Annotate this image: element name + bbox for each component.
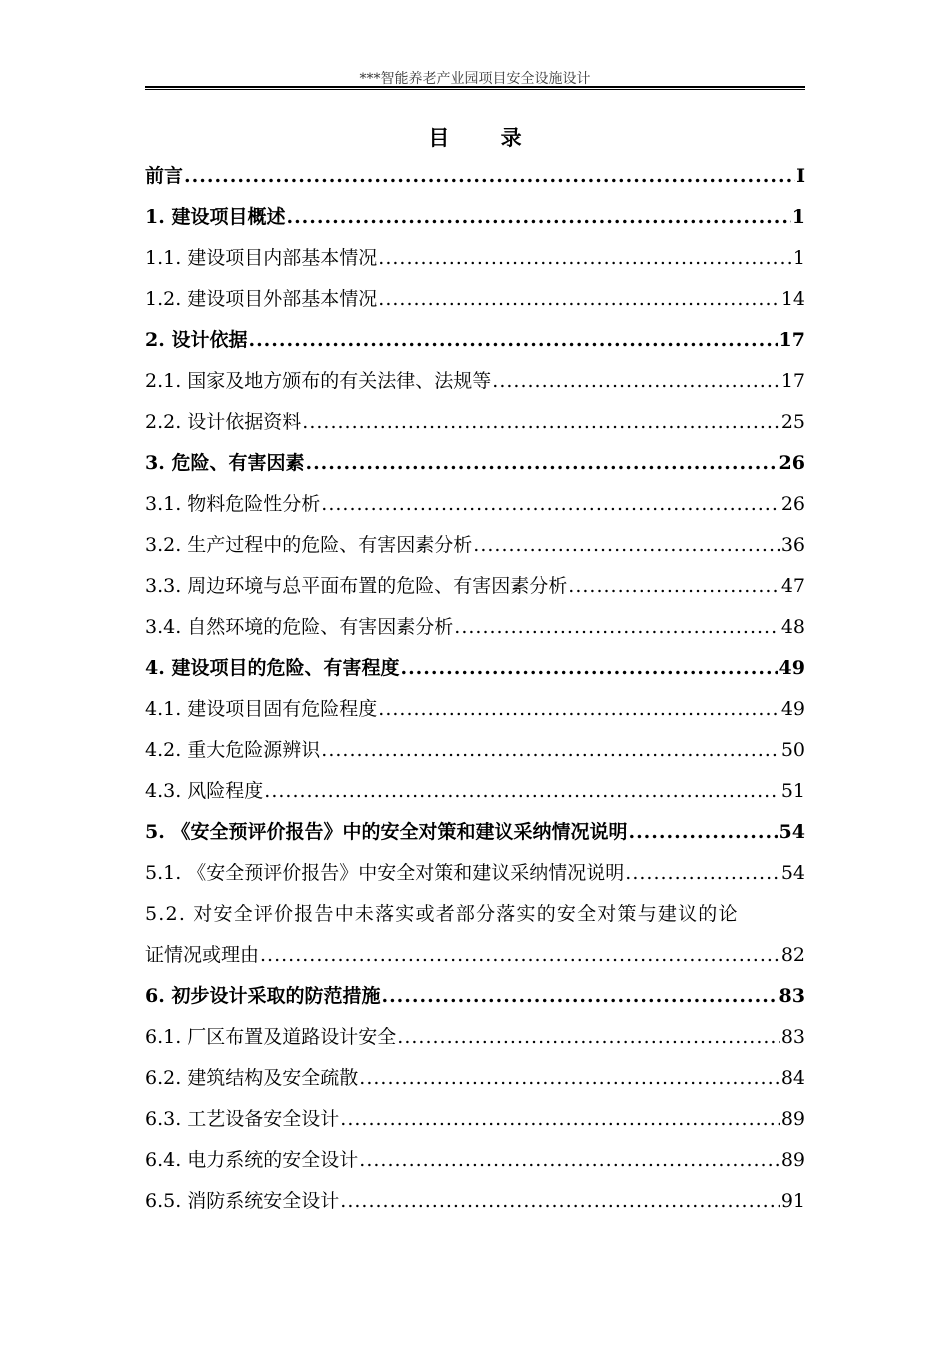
toc-dot-leader [400, 648, 777, 689]
toc-dot-leader [340, 1099, 780, 1140]
toc-entry[interactable] [145, 730, 805, 771]
toc-dot-leader [628, 812, 777, 853]
toc-page-number: 49 [778, 657, 805, 679]
toc-page-number: 54 [778, 821, 805, 843]
toc-entry-label: 6. 初步设计采取的防范措施 [145, 985, 381, 1007]
toc-entry[interactable] [145, 279, 805, 320]
toc-entry-label: 6.1. 厂区布置及道路设计安全 [145, 1026, 397, 1048]
toc-page-number: 25 [780, 411, 805, 433]
toc-entry-label: 1.1. 建设项目内部基本情况 [145, 247, 378, 269]
toc-entry[interactable] [145, 689, 805, 730]
toc-dot-leader [184, 156, 795, 197]
toc-dot-leader [378, 238, 792, 279]
toc-dot-leader [454, 607, 780, 648]
toc-dot-leader [286, 197, 790, 238]
toc-dot-leader [568, 566, 780, 607]
toc-page-number: 36 [780, 534, 805, 556]
header-rule [145, 86, 805, 90]
toc-dot-leader [397, 1017, 780, 1058]
toc-entry-label: 2.1. 国家及地方颁布的有关法律、法规等 [145, 370, 492, 392]
toc-dot-leader [492, 361, 780, 402]
toc-entry[interactable] [145, 525, 805, 566]
toc-page-number: 89 [780, 1108, 805, 1130]
toc-page-number: 17 [780, 370, 805, 392]
toc-entry[interactable] [145, 607, 805, 648]
toc-dot-leader [248, 320, 777, 361]
toc-entry[interactable] [145, 771, 805, 812]
toc-entry-label: 4.2. 重大危险源辨识 [145, 739, 321, 761]
table-of-contents [145, 156, 805, 1222]
toc-page-number: 17 [778, 329, 805, 351]
toc-page-number: 49 [780, 698, 805, 720]
toc-page-number: 84 [780, 1067, 805, 1089]
toc-entry[interactable] [145, 976, 805, 1017]
toc-entry-label: 前言 [145, 165, 184, 187]
toc-dot-leader [359, 1058, 780, 1099]
toc-page-number: 83 [778, 985, 805, 1007]
toc-entry-label: 2. 设计依据 [145, 329, 248, 351]
toc-entry-label: 4.1. 建设项目固有危险程度 [145, 698, 378, 720]
toc-entry-label: 3.4. 自然环境的危险、有害因素分析 [145, 616, 454, 638]
toc-page-number: 26 [780, 493, 805, 515]
toc-page-number: 1 [792, 247, 805, 269]
toc-dot-leader [264, 771, 780, 812]
toc-dot-leader [378, 279, 780, 320]
toc-entry-label: 3.3. 周边环境与总平面布置的危险、有害因素分析 [145, 575, 568, 597]
toc-entry[interactable] [145, 197, 805, 238]
toc-entry-label: 3.1. 物料危险性分析 [145, 493, 321, 515]
toc-page-number: 51 [780, 780, 805, 802]
running-header: ***智能养老产业园项目安全设施设计 [359, 71, 591, 87]
toc-entry[interactable] [145, 402, 805, 443]
toc-page-number: 48 [780, 616, 805, 638]
toc-page-number: 89 [780, 1149, 805, 1171]
toc-dot-leader [305, 443, 777, 484]
toc-entry-label-line1[interactable]: 5.2. 对安全评价报告中未落实或者部分落实的安全对策与建议的论 [145, 903, 739, 925]
toc-entry-label: 6.4. 电力系统的安全设计 [145, 1149, 359, 1171]
toc-entry-label: 6.5. 消防系统安全设计 [145, 1190, 340, 1212]
toc-page-number: 14 [780, 288, 805, 310]
toc-page-number: 91 [780, 1190, 805, 1212]
toc-page-number: 83 [780, 1026, 805, 1048]
toc-entry[interactable] [145, 443, 805, 484]
toc-page-number: 1 [791, 206, 805, 228]
toc-entry[interactable] [145, 1017, 805, 1058]
toc-entry-label: 4.3. 风险程度 [145, 780, 264, 802]
toc-entry[interactable] [145, 238, 805, 279]
toc-page-number: I [796, 165, 805, 187]
toc-page-number: 26 [778, 452, 805, 474]
toc-entry[interactable] [145, 566, 805, 607]
toc-entry-label: 6.3. 工艺设备安全设计 [145, 1108, 340, 1130]
toc-page-number: 50 [780, 739, 805, 761]
toc-entry[interactable] [145, 853, 805, 894]
toc-entry[interactable] [145, 1058, 805, 1099]
toc-entry[interactable] [145, 1140, 805, 1181]
toc-dot-leader [381, 976, 777, 1017]
toc-entry-label: 5.1. 《安全预评价报告》中安全对策和建议采纳情况说明 [145, 862, 625, 884]
toc-entry[interactable] [145, 935, 805, 976]
toc-dot-leader [260, 935, 780, 976]
toc-page-number: 54 [780, 862, 805, 884]
toc-entry-label: 1. 建设项目概述 [145, 206, 286, 228]
toc-entry[interactable] [145, 361, 805, 402]
toc-dot-leader [378, 689, 780, 730]
toc-page-number: 47 [780, 575, 805, 597]
toc-dot-leader [359, 1140, 780, 1181]
toc-entry[interactable] [145, 812, 805, 853]
toc-entry-label: 1.2. 建设项目外部基本情况 [145, 288, 378, 310]
toc-entry-label: 证情况或理由 [145, 944, 260, 966]
toc-entry-label: 4. 建设项目的危险、有害程度 [145, 657, 400, 679]
toc-title: 目 录 [428, 125, 544, 150]
toc-entry[interactable] [145, 1099, 805, 1140]
toc-dot-leader [321, 484, 780, 525]
toc-entry[interactable] [145, 156, 805, 197]
toc-dot-leader [321, 730, 780, 771]
toc-dot-leader [473, 525, 780, 566]
toc-entry[interactable] [145, 1181, 805, 1222]
toc-entry-label: 3. 危险、有害因素 [145, 452, 305, 474]
toc-entry[interactable] [145, 648, 805, 689]
toc-page-number: 82 [780, 944, 805, 966]
toc-dot-leader [302, 402, 780, 443]
toc-dot-leader [625, 853, 780, 894]
toc-entry-label: 3.2. 生产过程中的危险、有害因素分析 [145, 534, 473, 556]
toc-entry-label: 6.2. 建筑结构及安全疏散 [145, 1067, 359, 1089]
toc-entry[interactable] [145, 484, 805, 525]
toc-dot-leader [340, 1181, 780, 1222]
toc-entry[interactable] [145, 320, 805, 361]
toc-entry-label: 5. 《安全预评价报告》中的安全对策和建议采纳情况说明 [145, 821, 628, 843]
toc-entry-label: 2.2. 设计依据资料 [145, 411, 302, 433]
